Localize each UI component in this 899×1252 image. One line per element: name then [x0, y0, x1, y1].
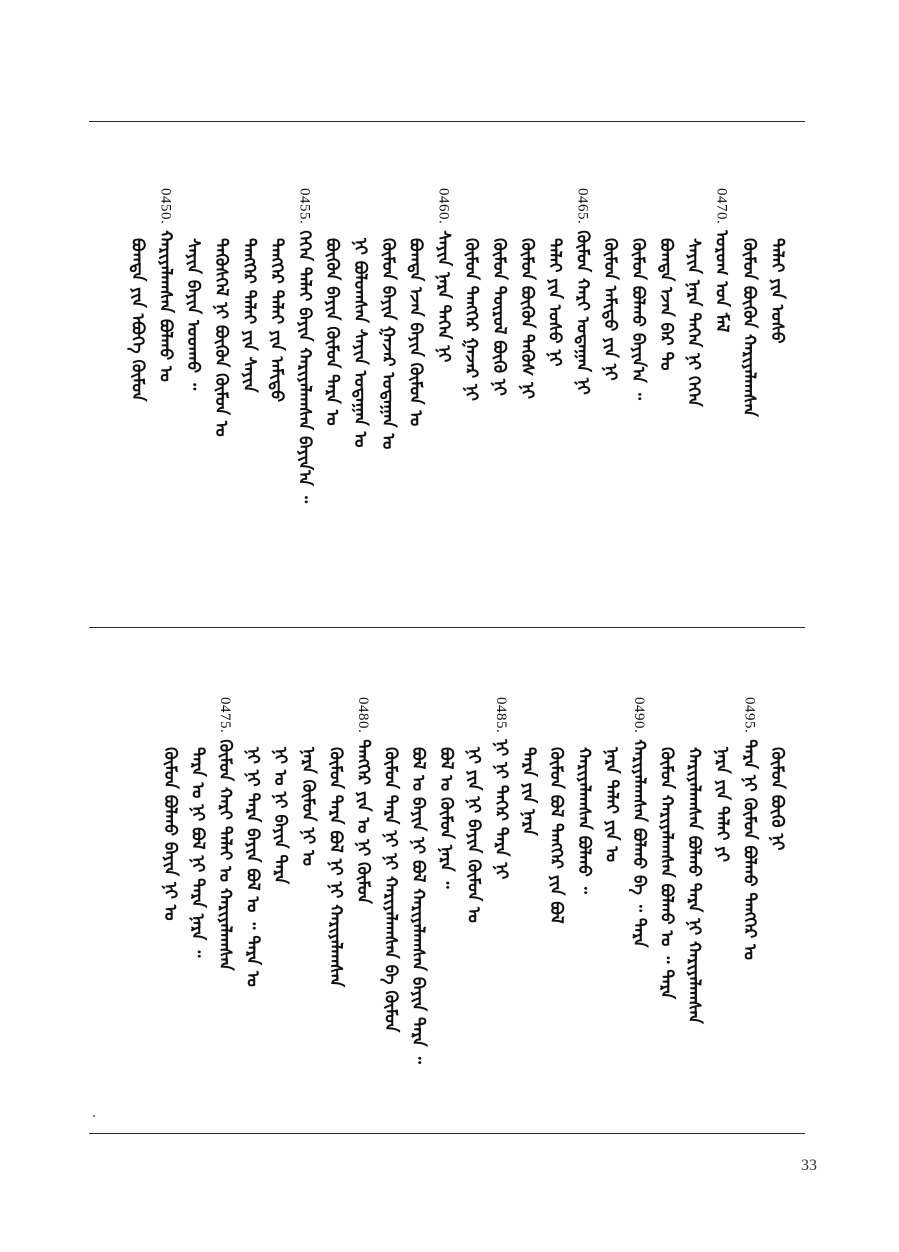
verse-line: [489, 697, 513, 879]
verse-text: ᠰᠠᠶᠢᠨ ᠨᠡᠷᠡ ᠳᠡᠭᠡᠨ ᠨᠢ: [433, 230, 454, 363]
verse-line: [459, 238, 483, 401]
verse-text: ᠬᠠᠷᠢᠶᠠᠯᠠᠭᠰᠠᠨ ᠪᠣᠯᠬᠣ ᠲᠡᠷᠡ ᠨᠢ ᠬᠠᠷᠢᠶᠠᠯᠠᠭᠰᠠᠨ: [684, 747, 705, 1024]
verse-number: 0455.: [296, 188, 313, 225]
verse-text: ᠳᠠᠯᠠᠢ ᠶᠢᠨ ᠤᠰᠤ: [767, 238, 787, 344]
verse-text: ᠬᠦᠮᠦᠨ ᠠᠮᠢᠳᠤ ᠶᠢᠨ ᠨᠢ: [600, 238, 621, 381]
verse-line: [153, 188, 177, 382]
verse-line: [320, 238, 344, 426]
verse-line: [404, 238, 428, 426]
verse-line: [351, 697, 375, 904]
verse-text: ᠨᠡᠷᠡ ᠳᠠᠯᠠᠢ ᠶᠢᠨ ᠤ: [601, 747, 622, 863]
verse-line: [268, 747, 292, 884]
verse-line: [376, 238, 400, 449]
verse-text: ᠬᠠᠷᠢᠶᠠᠯᠠᠭᠰᠠᠨ ᠪᠣᠯᠬᠣ ᠤ: [155, 230, 176, 382]
verse-text: ᠰᠠᠶᠢᠨ ᠪᠠᠶᠢᠨ ᠣᠳᠬᠣ ᠃: [183, 238, 204, 391]
verse-line: [627, 697, 651, 947]
verse-line: [544, 747, 568, 924]
verse-text: ᠳᠠᠯᠠᠢ ᠶᠢᠨ ᠤᠰᠤ ᠨᠢ: [544, 238, 565, 367]
verse-text: ᠬᠦᠮᠦᠨ ᠲᠦᠷᠦᠯ ᠪᠦᠬᠦ ᠨᠢ: [489, 238, 509, 396]
verse-text: ᠲᠡᠩᠭᠡᠷ ᠶᠢᠨ ᠤ ᠨᠢ ᠬᠦᠮᠦᠨ: [353, 739, 373, 904]
verse-line: [517, 747, 541, 836]
verse-line: [626, 238, 650, 400]
verse-text: ᠲᠡᠩᠭᠡᠷ ᠳᠠᠯᠠᠢ ᠶᠢᠨ ᠠᠮᠢᠳᠤ: [266, 238, 287, 403]
verse-line: [543, 238, 567, 366]
middle-rule: [89, 627, 805, 628]
verse-number: 0450.: [157, 188, 174, 225]
verse-line: [158, 747, 182, 921]
verse-text: ᠤᠷᠤᠭ ᠤᠨ ᠮᠠᠯ: [711, 230, 732, 333]
verse-line: [765, 747, 789, 850]
verse-text: ᠲᠡᠩᠭᠡᠷ ᠳᠠᠯᠠᠢ ᠶᠢᠨ ᠰᠠᠶᠢᠨ: [238, 238, 259, 393]
verse-text: ᠬᠦᠮᠦᠨ ᠪᠦᠬᠦ ᠨᠢ: [767, 747, 787, 851]
top-rule: [89, 121, 805, 122]
verse-text: ᠪᠣᠯ ᠤ ᠬᠦᠮᠦᠨ ᠨᠡᠷᠡ ᠃: [435, 747, 456, 889]
verse-text: ᠬᠠᠷᠢᠶᠠᠯᠠᠭᠰᠠᠨ ᠪᠣᠯᠬᠣ ᠃: [573, 747, 594, 894]
verse-number: 0480.: [355, 697, 371, 734]
verse-text: ᠬᠦᠮᠦᠨ ᠲᠡᠷᠡ ᠪᠣᠯ ᠨᠢ ᠨᠢ ᠬᠠᠷᠢᠶᠠᠯᠠᠭᠰᠠᠨ: [325, 747, 346, 987]
verse-line: [379, 747, 403, 1032]
verse-line: [434, 747, 458, 889]
verse-line: [461, 747, 485, 923]
verse-text: ᠬᠦᠮᠦᠨ ᠪᠣᠯᠬᠣ ᠪᠠᠶᠢᠨ᠎ᠠ ᠃: [628, 238, 648, 400]
verse-number: 0460.: [435, 188, 452, 225]
verse-line: [348, 238, 372, 447]
verse-text: ᠲᠡᠷᠡ ᠤ ᠨᠢ ᠪᠣᠯ ᠨᠢ ᠲᠡᠷᠡ ᠨᠡᠷᠡ ᠃: [187, 747, 208, 958]
verse-line: [737, 238, 761, 417]
verse-number: 0475.: [217, 697, 233, 734]
verse-text: ᠬᠦᠮᠦᠨ ᠲᠡᠷᠡ ᠨᠢ ᠨᠢ ᠬᠠᠷᠢᠶᠠᠯᠠᠭᠰᠠᠨ ᠪᠠ ᠬᠦᠮᠦᠨ: [380, 747, 401, 1033]
verse-text: ᠰᠠᠶᠢᠨ ᠨᠡᠷᠡ ᠳᠡᠭᠡᠨ ᠨᠢ ᠭᠡᠭᠡᠨ: [683, 238, 704, 407]
verse-line: [292, 188, 316, 503]
verse-text: ᠨᠢ ᠨᠢ ᠳᠡᠭᠡᠷ ᠲᠡᠷᠡ ᠨᠢ: [491, 739, 511, 880]
verse-line: [406, 747, 430, 1064]
verse-line: [737, 697, 761, 960]
bottom-rule: [89, 1133, 805, 1134]
verse-text: ᠭᠡᠭᠡᠨ ᠳᠠᠯᠠᠢ ᠪᠠᠶᠢᠨ ᠬᠠᠷᠢᠶᠠᠯᠠᠭᠰᠠᠨ ᠪᠠᠶᠢᠨ᠎ᠠ ᠃: [294, 230, 315, 504]
verse-text: ᠪᠣᠭᠳᠠ ᠡᠵᠡᠨ ᠪᠠᠷ ᠲᠤ: [655, 238, 676, 371]
verse-text: ᠬᠦᠮᠦᠨ ᠪᠣᠯ ᠲᠡᠩᠭᠡᠷ ᠶᠢᠨ ᠪᠣᠯ: [546, 747, 567, 924]
verse-line: [654, 238, 678, 370]
verse-text: ᠨᠡᠷᠡ ᠬᠦᠮᠦᠨ ᠨᠢ ᠤ: [297, 747, 318, 866]
verse-line: [515, 238, 539, 399]
verse-line: [431, 188, 455, 362]
verse-line: [487, 238, 511, 396]
verse-line: [570, 188, 594, 395]
verse-text: ᠬᠦᠮᠦᠨ ᠬᠠᠷᠢ ᠤᠳᠠᠭᠠᠨ ᠨᠢ: [572, 230, 593, 395]
verse-number: 0470.: [713, 188, 730, 225]
verse-line: [599, 747, 623, 862]
verse-line: [572, 747, 596, 894]
verse-text: ᠬᠦᠮᠦᠨ ᠲᠡᠩᠭᠡᠷ ᠭᠠᠵᠠᠷ ᠨᠢ: [461, 238, 482, 401]
verse-line: [209, 238, 233, 437]
verse-line: [241, 747, 265, 987]
speck: [93, 1115, 95, 1117]
verse-line: [181, 238, 205, 390]
verse-line: [598, 238, 622, 381]
verse-line: [185, 747, 209, 957]
verse-line: [126, 238, 150, 401]
verse-text: ᠨᠢ ᠪᠣᠯᠣᠭᠰᠠᠨ ᠰᠠᠶᠢᠨ ᠤᠳᠠᠭᠠᠨ ᠤ: [350, 238, 370, 448]
verse-text: ᠲᠡᠷᠡ ᠨᠢ ᠬᠦᠮᠦᠨ ᠪᠣᠯᠬᠣ ᠲᠡᠩᠭᠡᠷ ᠤ: [739, 739, 760, 961]
verse-number: 0490.: [631, 697, 647, 734]
verse-line: [682, 238, 706, 407]
verse-text: ᠬᠦᠮᠦᠨ ᠪᠦᠬᠦᠨ ᠲᠡᠭᠦᠰ ᠨᠢ: [516, 238, 537, 399]
verse-text: ᠬᠠᠷᠢᠶᠠᠯᠠᠭᠰᠠᠨ ᠪᠣᠯᠬᠣ ᠪᠠ ᠃ ᠲᠡᠷᠡ: [629, 739, 649, 948]
verse-line: [265, 238, 289, 402]
verse-text: ᠨᠢ ᠤ ᠨᠢ ᠪᠠᠶᠢᠨ ᠲᠡᠷᠡ: [270, 747, 291, 885]
verse-text: ᠬᠦᠮᠦᠨ ᠪᠠᠶᠢᠨ ᠭᠠᠵᠠᠷ ᠤᠳᠠᠭᠠᠨ ᠤ: [377, 238, 398, 450]
verse-line: [710, 747, 734, 862]
verse-number: 0465.: [574, 188, 591, 225]
verse-number: 0485.: [493, 697, 509, 734]
page-number: 33: [801, 1157, 817, 1174]
verse-text: ᠬᠦᠮᠦᠨ ᠪᠣᠯᠬᠣ ᠪᠠᠶᠢᠨ ᠨᠢ ᠤ: [159, 747, 180, 921]
verse-text: ᠬᠦᠮᠦᠨ ᠬᠠᠷᠢ ᠳᠠᠯᠠᠢ ᠤ ᠬᠠᠷᠢᠶᠠᠯᠠᠭᠰᠠᠨ: [215, 739, 235, 971]
verse-text: ᠪᠣᠯ ᠤ ᠪᠠᠶᠢᠨ ᠨᠢ ᠪᠣᠯ ᠬᠠᠷᠢᠶᠠᠯᠠᠭᠰᠠᠨ ᠪᠠᠶᠢᠨ ᠲᠡᠷᠡ ᠃: [408, 747, 429, 1064]
verse-text: ᠬᠦᠮᠦᠨ ᠪᠦᠬᠦᠨ ᠬᠠᠷᠢᠶᠠᠯᠠᠭᠰᠠᠨ: [739, 238, 760, 417]
verse-text: ᠨᠢ ᠨᠢ ᠲᠡᠷᠡ ᠪᠠᠶᠢᠨ ᠪᠣᠯ ᠤ ᠃ ᠲᠡᠷᠡ ᠤ: [242, 747, 263, 987]
verse-text: ᠲᠡᠷᠡ ᠶᠢᠨ ᠨᠡᠷᠡ: [518, 747, 539, 836]
verse-line: [655, 747, 679, 999]
verse-text: ᠪᠦᠬᠦᠨ ᠪᠠᠶᠢᠨ ᠬᠦᠮᠦᠨ ᠲᠡᠷᠡ ᠤ: [322, 238, 343, 426]
verse-line: [237, 238, 261, 392]
verse-text: ᠨᠢ ᠶᠢᠨ ᠨᠢ ᠪᠠᠶᠢᠨ ᠬᠦᠮᠦᠨ ᠤ: [463, 747, 484, 923]
verse-line: [709, 188, 733, 332]
verse-text: ᠲᠡᠭᠦᠰᠬᠡᠯ ᠨᠢ ᠪᠦᠬᠦᠨ ᠬᠦᠮᠦᠨ ᠤ: [211, 238, 231, 437]
verse-text: ᠪᠣᠭᠳᠠ ᠶᠢᠨ ᠡᠪᠦᠭᠡ ᠬᠦᠮᠦᠨ: [127, 238, 148, 402]
verse-line: [682, 747, 706, 1024]
verse-line: [213, 697, 237, 971]
verse-text: ᠨᠡᠷᠡ ᠶᠢᠨ ᠳᠠᠯᠠᠢ ᠶᠢ: [711, 747, 732, 862]
verse-line: [323, 747, 347, 987]
verse-number: 0495.: [741, 697, 758, 734]
verse-line: [296, 747, 320, 866]
verse-text: ᠬᠦᠮᠦᠨ ᠬᠠᠷᠢᠶᠠᠯᠠᠭᠰᠠᠨ ᠪᠣᠯᠬᠣ ᠤ ᠃ ᠲᠡᠷᠡ: [656, 747, 677, 999]
verse-text: ᠪᠣᠭᠳᠠ ᠡᠵᠡᠨ ᠪᠠᠶᠢᠨ ᠬᠦᠮᠦᠨ ᠤ: [405, 238, 426, 427]
verse-line: [765, 238, 789, 344]
